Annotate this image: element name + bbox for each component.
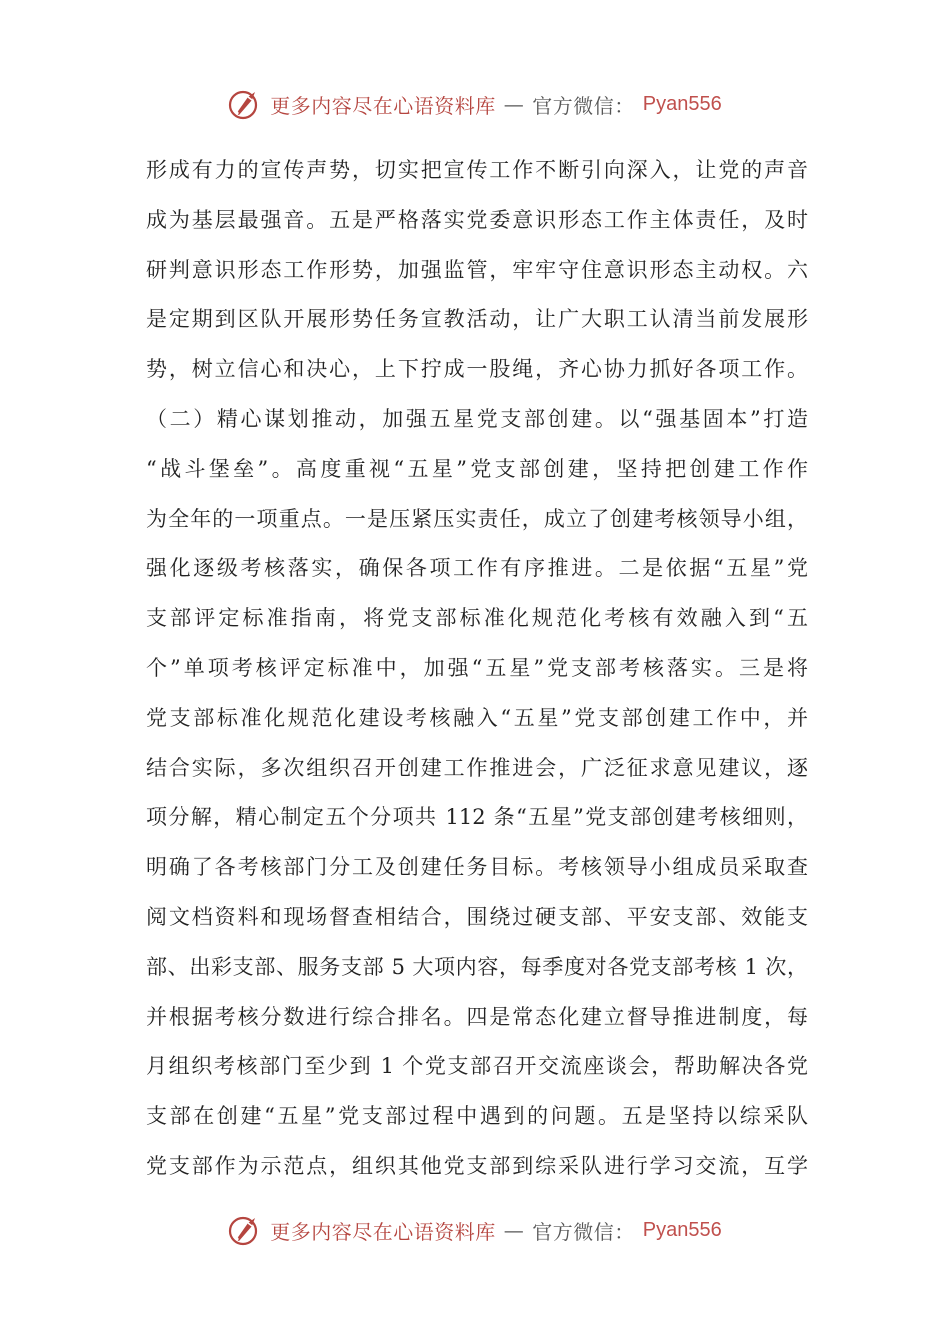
text-line: 支部在创建“五星”党支部过程中遇到的问题。五是坚持以综采队 (146, 1104, 808, 1129)
footer-banner-content (228, 1213, 721, 1247)
banner-wechat-label: 官方微信： (532, 93, 635, 118)
text-line: 明确了各考核部门分工及创建任务目标。考核领导小组成员采取查 (146, 855, 808, 880)
pen-nib-logo-icon (228, 87, 262, 121)
text-line: 为全年的一项重点。一是压紧压实责任，成立了创建考核领导小组， (146, 506, 808, 531)
text-line: 项分解，精心制定五个分项共 112 条“五星”党支部创建考核细则， (146, 805, 808, 830)
text-line: 阅文档资料和现场督查相结合，围绕过硬支部、平安支部、效能支 (146, 904, 808, 929)
text-line: 并根据考核分数进行综合排名。四是常态化建立督导推进制度，每 (146, 1004, 808, 1029)
text-line: 是定期到区队开展形势任务宣教活动，让广大职工认清当前发展形 (146, 307, 808, 332)
banner-separator: — (503, 92, 525, 116)
text-line: 党支部标准化规范化建设考核融入“五星”党支部创建工作中，并 (146, 705, 808, 730)
banner-brand-text: 更多内容尽在心语资料库 (270, 93, 496, 118)
footer-banner (0, 1210, 950, 1250)
text-line: “战斗堡垒”。高度重视“五星”党支部创建，坚持把创建工作作 (146, 456, 808, 481)
banner-brand-text: 更多内容尽在心语资料库 (270, 1219, 496, 1244)
text-line: 形成有力的宣传声势，切实把宣传工作不断引向深入，让党的声音 (146, 158, 808, 182)
text-line: 月组织考核部门至少到 1 个党支部召开交流座谈会，帮助解决各党 (146, 1054, 808, 1079)
text-line: 支部评定标准指南，将党支部标准化规范化考核有效融入到“五 (146, 606, 808, 631)
text-line: （二）精心谋划推动，加强五星党支部创建。以“强基固本”打造 (146, 406, 808, 431)
banner-separator: — (503, 1218, 525, 1242)
text-line: 部、出彩支部、服务支部 5 大项内容，每季度对各党支部考核 1 次， (146, 954, 808, 979)
pen-nib-logo-icon (228, 1213, 262, 1247)
header-banner (0, 84, 950, 124)
text-line: 势，树立信心和决心，上下拧成一股绳，齐心协力抓好各项工作。 (146, 357, 808, 382)
text-line: 结合实际，多次组织召开创建工作推进会，广泛征求意见建议，逐 (146, 755, 808, 780)
header-banner-content (228, 87, 721, 121)
banner-wechat-id: Pyan556 (642, 92, 722, 115)
text-line: 强化逐级考核落实，确保各项工作有序推进。二是依据“五星”党 (146, 556, 808, 581)
document-body (146, 146, 808, 1192)
banner-wechat-label: 官方微信： (532, 1219, 635, 1244)
text-line: 党支部作为示范点，组织其他党支部到综采队进行学习交流，互学 (146, 1153, 808, 1178)
text-line: 个”单项考核评定标准中，加强“五星”党支部考核落实。三是将 (146, 655, 808, 680)
text-line: 研判意识形态工作形势，加强监管，牢牢守住意识形态主动权。六 (146, 257, 808, 282)
banner-wechat-id: Pyan556 (642, 1218, 722, 1241)
text-line: 成为基层最强音。五是严格落实党委意识形态工作主体责任，及时 (146, 207, 808, 232)
